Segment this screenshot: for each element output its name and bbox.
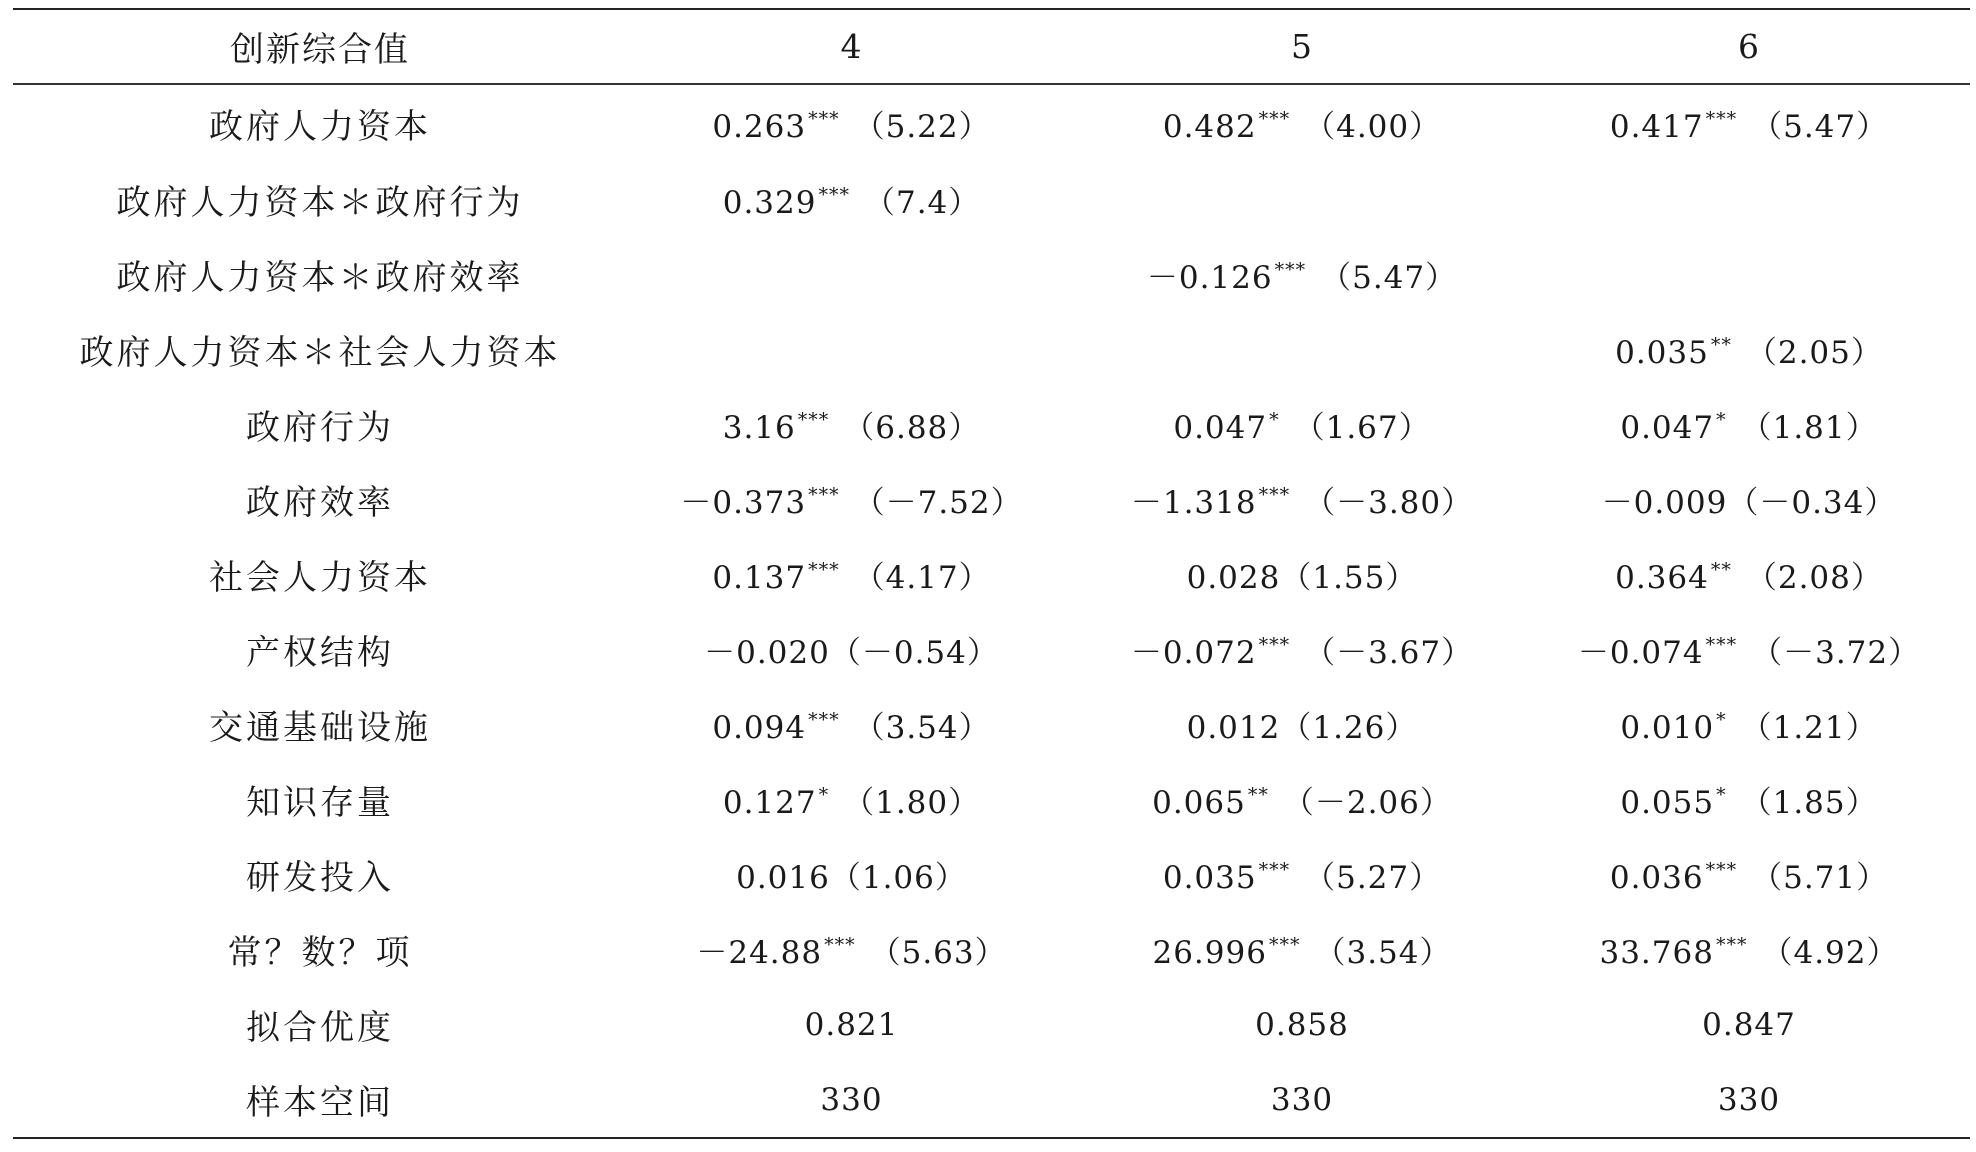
coefficient: 0.482 [1162,109,1257,145]
significance-stars: * [1716,709,1727,731]
value-cell [627,537,1076,612]
coefficient: 0.821 [804,1006,899,1043]
table-bottom-rule [13,1137,1970,1139]
value-cell [627,462,1076,537]
significance-stars: * [1716,409,1727,431]
coefficient: 0.127 [722,785,817,821]
significance-stars: *** [1715,934,1748,956]
header-col-4: 4 [840,27,863,66]
coefficient: 0.035 [1162,860,1257,896]
table-row [13,1062,1970,1137]
value-cell [627,387,1076,462]
t-statistic: （－0.54） [829,635,999,671]
coefficient: 330 [1717,1081,1781,1118]
significance-stars: *** [1258,634,1291,656]
significance-stars: *** [1258,484,1291,506]
coefficient: 3.16 [722,410,796,446]
t-statistic: （－0.34） [1727,485,1897,521]
value-cell [1528,762,1970,837]
significance-stars: ** [1710,559,1732,581]
t-statistic: （4.17） [853,560,991,596]
coefficient: 330 [820,1081,883,1118]
value-cell [627,312,1076,387]
table-row [13,85,1970,162]
significance-stars: *** [808,108,840,130]
row-label: 政府人力资本＊政府行为 [116,183,524,223]
value-cell [627,237,1076,312]
coefficient: 330 [1270,1081,1334,1118]
t-statistic: （1.80） [843,785,981,821]
coefficient: 0.055 [1620,785,1715,821]
row-label: 社会人力资本 [209,558,431,598]
t-statistic: （2.05） [1745,335,1883,371]
coefficient: 0.016 [736,860,830,896]
t-statistic: （5.71） [1751,860,1889,896]
t-statistic: （1.06） [829,860,967,896]
value-cell [1528,387,1970,462]
significance-stars: *** [1258,108,1291,130]
value-cell [627,687,1076,762]
coefficient: －0.072 [1130,635,1257,671]
table-row [13,837,1970,912]
significance-stars: *** [808,709,840,731]
t-statistic: （3.54） [853,710,991,746]
value-cell [1076,687,1528,762]
significance-stars: *** [808,484,840,506]
value-cell [627,85,1076,162]
row-label: 样本空间 [246,1083,394,1123]
coefficient: 0.065 [1152,785,1246,821]
value-cell [1076,462,1528,537]
value-cell [1076,537,1528,612]
row-label: 产权结构 [246,633,394,673]
value-cell [1076,1062,1528,1137]
t-statistic: （2.08） [1745,560,1883,596]
value-cell [1528,687,1970,762]
coefficient: －24.88 [696,935,823,971]
coefficient: 0.417 [1609,109,1704,145]
coefficient: －0.009 [1601,485,1728,521]
value-cell [1528,837,1970,912]
row-label: 政府人力资本 [209,107,431,147]
t-statistic: （3.54） [1314,935,1452,971]
row-label: 政府行为 [246,408,394,448]
value-cell [1076,85,1528,162]
value-cell [1528,462,1970,537]
table-row [13,537,1970,612]
significance-stars: *** [818,184,850,206]
regression-table [13,8,1970,1139]
coefficient: 0.035 [1615,335,1709,371]
coefficient: 0.858 [1255,1006,1349,1043]
coefficient: 0.028 [1186,560,1281,596]
coefficient: 26.996 [1152,935,1267,971]
value-cell [1528,912,1970,987]
significance-stars: *** [1705,859,1738,881]
value-cell [1076,837,1528,912]
value-cell [1076,987,1528,1062]
table-row [13,162,1970,237]
coefficient: 0.364 [1615,560,1709,596]
header-col-6: 6 [1738,27,1760,66]
significance-stars: ** [1710,334,1732,356]
t-statistic: （4.00） [1304,109,1442,145]
coefficient: 0.263 [712,109,807,145]
coefficient: 0.329 [722,185,817,221]
value-cell [1076,237,1528,312]
value-cell [1528,85,1970,162]
table-row [13,387,1970,462]
t-statistic: （－7.52） [853,485,1023,521]
significance-stars: *** [824,934,856,956]
coefficient: 0.094 [712,710,807,746]
value-cell [627,987,1076,1062]
value-cell [1076,387,1528,462]
header-variable: 创新综合值 [230,30,410,70]
t-statistic: （1.21） [1740,710,1878,746]
value-cell [1528,537,1970,612]
t-statistic: （5.47） [1320,260,1458,296]
significance-stars: *** [1274,259,1307,281]
results-body [13,85,1970,1137]
value-cell [627,612,1076,687]
coefficient: －0.074 [1577,635,1704,671]
table-row [13,612,1970,687]
t-statistic: （4.92） [1761,935,1899,971]
significance-stars: *** [1258,859,1291,881]
value-cell [1076,162,1528,237]
row-label: 政府效率 [246,483,394,523]
t-statistic: （1.55） [1280,560,1418,596]
value-cell [1528,162,1970,237]
table-row [13,312,1970,387]
value-cell [627,837,1076,912]
t-statistic: （－2.06） [1282,785,1452,821]
row-label: 常？数？项 [227,933,413,973]
t-statistic: （6.88） [843,410,981,446]
table-row [13,987,1970,1062]
row-label: 政府人力资本＊社会人力资本 [79,333,561,373]
coefficient: 0.010 [1620,710,1715,746]
coefficient: 33.768 [1599,935,1714,971]
t-statistic: （－3.80） [1304,485,1474,521]
t-statistic: （1.85） [1740,785,1878,821]
coefficient: 0.036 [1609,860,1704,896]
significance-stars: *** [808,559,840,581]
table-row [13,462,1970,537]
coefficient: 0.137 [712,560,807,596]
value-cell [1076,762,1528,837]
t-statistic: （5.22） [853,109,991,145]
table-row [13,237,1970,312]
t-statistic: （1.81） [1740,410,1878,446]
t-statistic: （5.63） [869,935,1007,971]
coefficient: 0.012 [1186,710,1281,746]
value-cell [627,762,1076,837]
row-label: 政府人力资本＊政府效率 [116,258,524,298]
t-statistic: （1.67） [1293,410,1431,446]
table-row [13,762,1970,837]
significance-stars: * [818,784,830,806]
value-cell [1528,237,1970,312]
coefficient: 0.847 [1702,1006,1796,1043]
coefficient: －0.126 [1146,260,1273,296]
row-label: 拟合优度 [246,1008,394,1048]
value-cell [1528,312,1970,387]
header-col-5: 5 [1291,27,1313,66]
t-statistic: （－3.67） [1304,635,1474,671]
significance-stars: *** [797,409,830,431]
coefficient: －1.318 [1130,485,1257,521]
value-cell [1528,612,1970,687]
t-statistic: （7.4） [863,185,981,221]
value-cell [627,162,1076,237]
row-label: 交通基础设施 [209,708,431,748]
t-statistic: （－3.72） [1751,635,1921,671]
value-cell [1076,612,1528,687]
significance-stars: * [1269,409,1280,431]
coefficient: 0.047 [1173,410,1268,446]
t-statistic: （5.47） [1751,109,1889,145]
t-statistic: （5.27） [1304,860,1442,896]
coefficient: －0.020 [704,635,830,671]
significance-stars: * [1716,784,1727,806]
value-cell [1528,987,1970,1062]
coefficient: －0.373 [680,485,807,521]
coefficient: 0.047 [1620,410,1715,446]
value-cell [1528,1062,1970,1137]
row-label: 研发投入 [246,858,394,898]
table-header-row [13,10,1970,83]
significance-stars: *** [1268,934,1301,956]
table-row [13,912,1970,987]
t-statistic: （1.26） [1280,710,1418,746]
table-row [13,687,1970,762]
significance-stars: ** [1247,784,1269,806]
value-cell [627,912,1076,987]
value-cell [1076,312,1528,387]
results-table [13,10,1970,83]
significance-stars: *** [1705,634,1738,656]
row-label: 知识存量 [246,783,394,823]
value-cell [627,1062,1076,1137]
value-cell [1076,912,1528,987]
significance-stars: *** [1705,108,1738,130]
